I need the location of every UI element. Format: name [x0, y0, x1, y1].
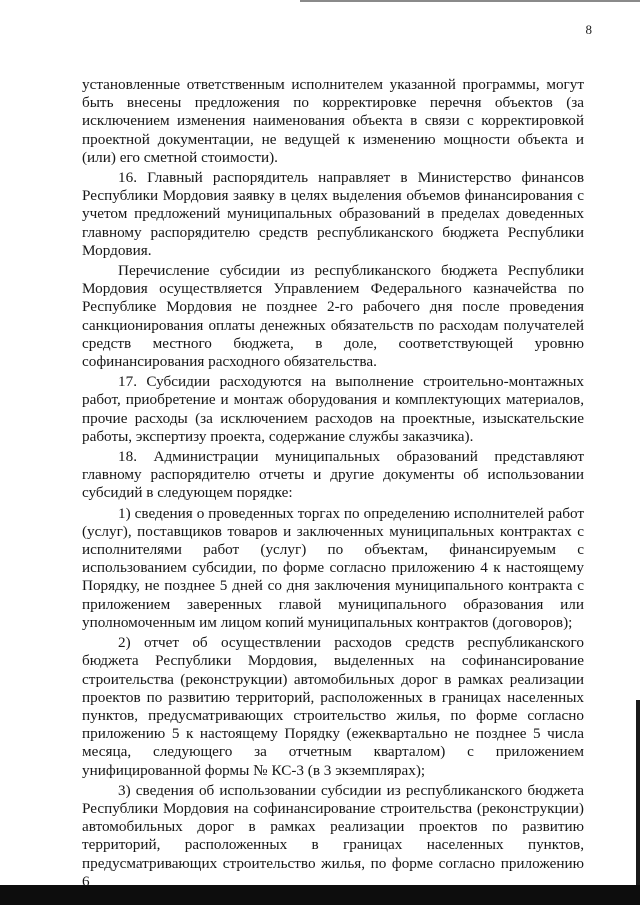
paragraph-18: 18. Администрации муниципальных образований представляют главному распорядителю отчеты и другие документы об использовании субсидий в следующем порядке: — [82, 448, 584, 502]
list-item-2: 2) отчет об осуществлении расходов средств республиканского бюджета Республики Мордовия, выделенных на софинансирование строительства (реконструкции) автомобильных дорог в рамках реализации проектов по развитию территорий, расположенных в границах населенных пунктов, предусматривающих строительство жилья, по форме согласно приложению 5 к настоящему Порядку (ежеквартально не позднее 5 числа месяца, следующего за отчетным кварталом) с приложением унифицированной формы № КС-3 (в 3 экземплярах); — [82, 634, 584, 779]
scan-edge-right — [636, 700, 640, 885]
list-item-3: 3) сведения об использовании субсидии из республиканского бюджета Республики Мордовия на софинансирование строительства (реконструкции) автомобильных дорог в рамках реализации проектов по развитию территорий, расположенных в границах населенных пунктов, предусматривающих строительство жилья, по форме согласно приложению 6 — [82, 781, 584, 890]
paragraph-17: 17. Субсидии расходуются на выполнение строительно-монтажных работ, приобретение и монтаж оборудования и комплектующих материалов, прочие расходы (за исключением расходов на проектные, изыскательские работы, экспертизу проекта, содержание службы заказчика). — [82, 373, 584, 445]
scan-edge-top — [300, 0, 640, 8]
list-item-1: 1) сведения о проведенных торгах по определению исполнителей работ (услуг), поставщиков товаров и заключенных муниципальных контрактах с исполнителями работ (услуг) по объектам, финансируемым с использованием субсидии, по форме согласно приложению 4 к настоящему Порядку, не позднее 5 дней со дня заключения муниципального контракта с приложением заверенных главой муниципального образования или уполномоченным им лицом копий муниципальных контрактов (договоров); — [82, 504, 584, 631]
paragraph-continuation: установленные ответственным исполнителем указанной программы, могут быть внесены предложения по корректировке перечня объектов (за исключением изменения наименования объекта в связи с корректировкой проектной документации, не ведущей к изменению мощности объекта и (или) его сметной стоимости). — [82, 76, 584, 166]
document-body — [82, 76, 584, 893]
page-number: 8 — [585, 22, 592, 37]
paragraph-transfer: Перечисление субсидии из республиканского бюджета Республики Мордовия осуществляется Управлением Федерального казначейства по Республике Мордовия не позднее 2-го рабочего дня после проведения санкционирования оплаты денежных обязательств по расходам получателей средств местного бюджета, в доле, соответствующей уровню софинансирования расходного обязательства. — [82, 262, 584, 371]
paragraph-16: 16. Главный распорядитель направляет в Министерство финансов Республики Мордовия заявку в целях выделения объемов финансирования с учетом предложений муниципальных образований в пределах доведенных главному распорядителю средств республиканского бюджета Республики Мордовия. — [82, 169, 584, 259]
